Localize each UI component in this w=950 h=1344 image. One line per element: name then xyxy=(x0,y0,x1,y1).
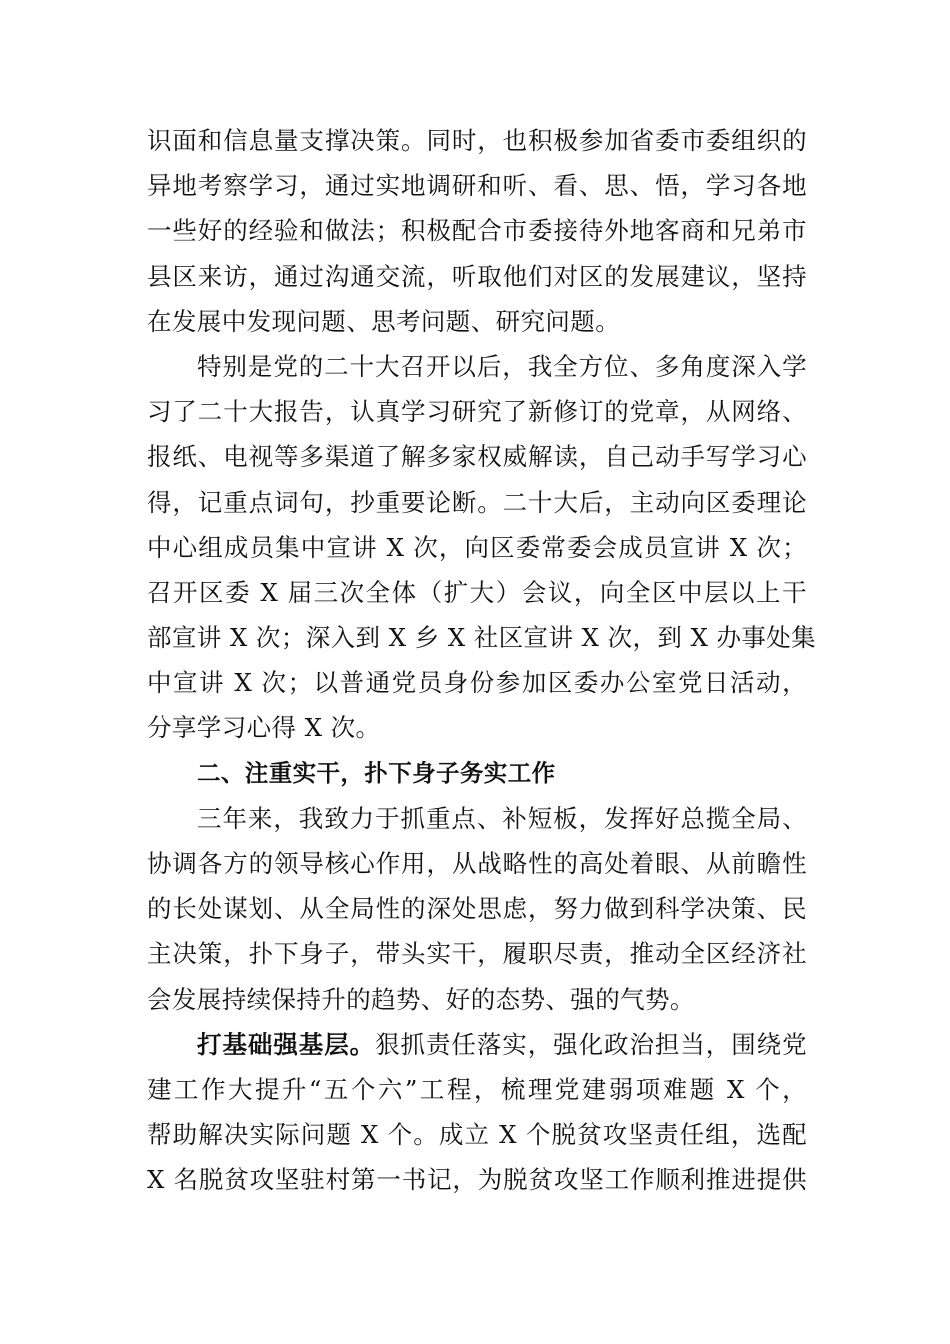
paragraph-line: 中心组成员集中宣讲 X 次，向区委常委会成员宣讲 X 次； xyxy=(147,532,807,562)
paragraph-line: 协调各方的领导核心作用，从战略性的高处着眼、从前瞻性 xyxy=(147,849,807,878)
paragraph-2 xyxy=(147,344,817,751)
paragraph-line: 一些好的经验和做法；积极配合市委接待外地客商和兄弟市 xyxy=(147,216,807,246)
paragraph-line: 的长处谋划、从全局性的深处思虑，努力做到科学决策、民 xyxy=(147,894,807,924)
paragraph-line: 识面和信息量支撑决策。同时，也积极参加省委市委组织的 xyxy=(147,126,807,155)
section-heading: 二、注重实干，扑下身子务实工作 xyxy=(197,758,556,787)
bold-lead-phrase: 打基础强基层。 xyxy=(197,1029,376,1059)
paragraph-line-rest: 狠抓责任落实，强化政治担当，围绕党 xyxy=(375,1029,807,1059)
paragraph-line: 在发展中发现问题、思考问题、研究问题。 xyxy=(147,306,621,336)
paragraph-4 xyxy=(147,1022,807,1203)
paragraph-line: 特别是党的二十大召开以后，我全方位、多角度深入学 xyxy=(197,351,807,381)
paragraph-line: 建工作大提升“五个六”工程，梳理党建弱项难题 X 个， xyxy=(147,1074,807,1104)
paragraph-line: 中宣讲 X 次；以普通党员身份参加区委办公室党日活动， xyxy=(147,668,807,698)
paragraph-line: 得，记重点词句，抄重要论断。二十大后，主动向区委理论 xyxy=(147,487,807,517)
document-body xyxy=(147,118,817,1203)
paragraph-line: 县区来访，通过沟通交流，听取他们对区的发展建议，坚持 xyxy=(147,261,807,291)
paragraph-line: X 名脱贫攻坚驻村第一书记，为脱贫攻坚工作顺利推进提供 xyxy=(147,1165,807,1195)
paragraph-line xyxy=(147,1022,807,1067)
paragraph-line: 帮助解决实际问题 X 个。成立 X 个脱贫攻坚责任组，选配 xyxy=(147,1120,807,1150)
paragraph-line: 召开区委 X 届三次全体（扩大）会议，向全区中层以上干 xyxy=(147,577,807,607)
paragraph-line: 异地考察学习，通过实地调研和听、看、思、悟，学习各地 xyxy=(147,171,807,201)
paragraph-line: 部宣讲 X 次；深入到 X 乡 X 社区宣讲 X 次，到 X 办事处集 xyxy=(147,623,817,653)
paragraph-line: 三年来，我致力于抓重点、补短板，发挥好总揽全局、 xyxy=(197,803,807,833)
paragraph-line: 习了二十大报告，认真学习研究了新修订的党章，从网络、 xyxy=(147,397,807,427)
paragraph-1 xyxy=(147,118,807,344)
paragraph-line: 分享学习心得 X 次。 xyxy=(147,713,381,743)
paragraph-line: 主决策，扑下身子，带头实干，履职尽责，推动全区经济社 xyxy=(147,939,807,969)
paragraph-3 xyxy=(147,796,807,1022)
paragraph-line: 会发展持续保持升的趋势、好的态势、强的气势。 xyxy=(147,984,695,1014)
paragraph-line: 报纸、电视等多渠道了解多家权威解读，自己动手写学习心 xyxy=(147,442,807,472)
